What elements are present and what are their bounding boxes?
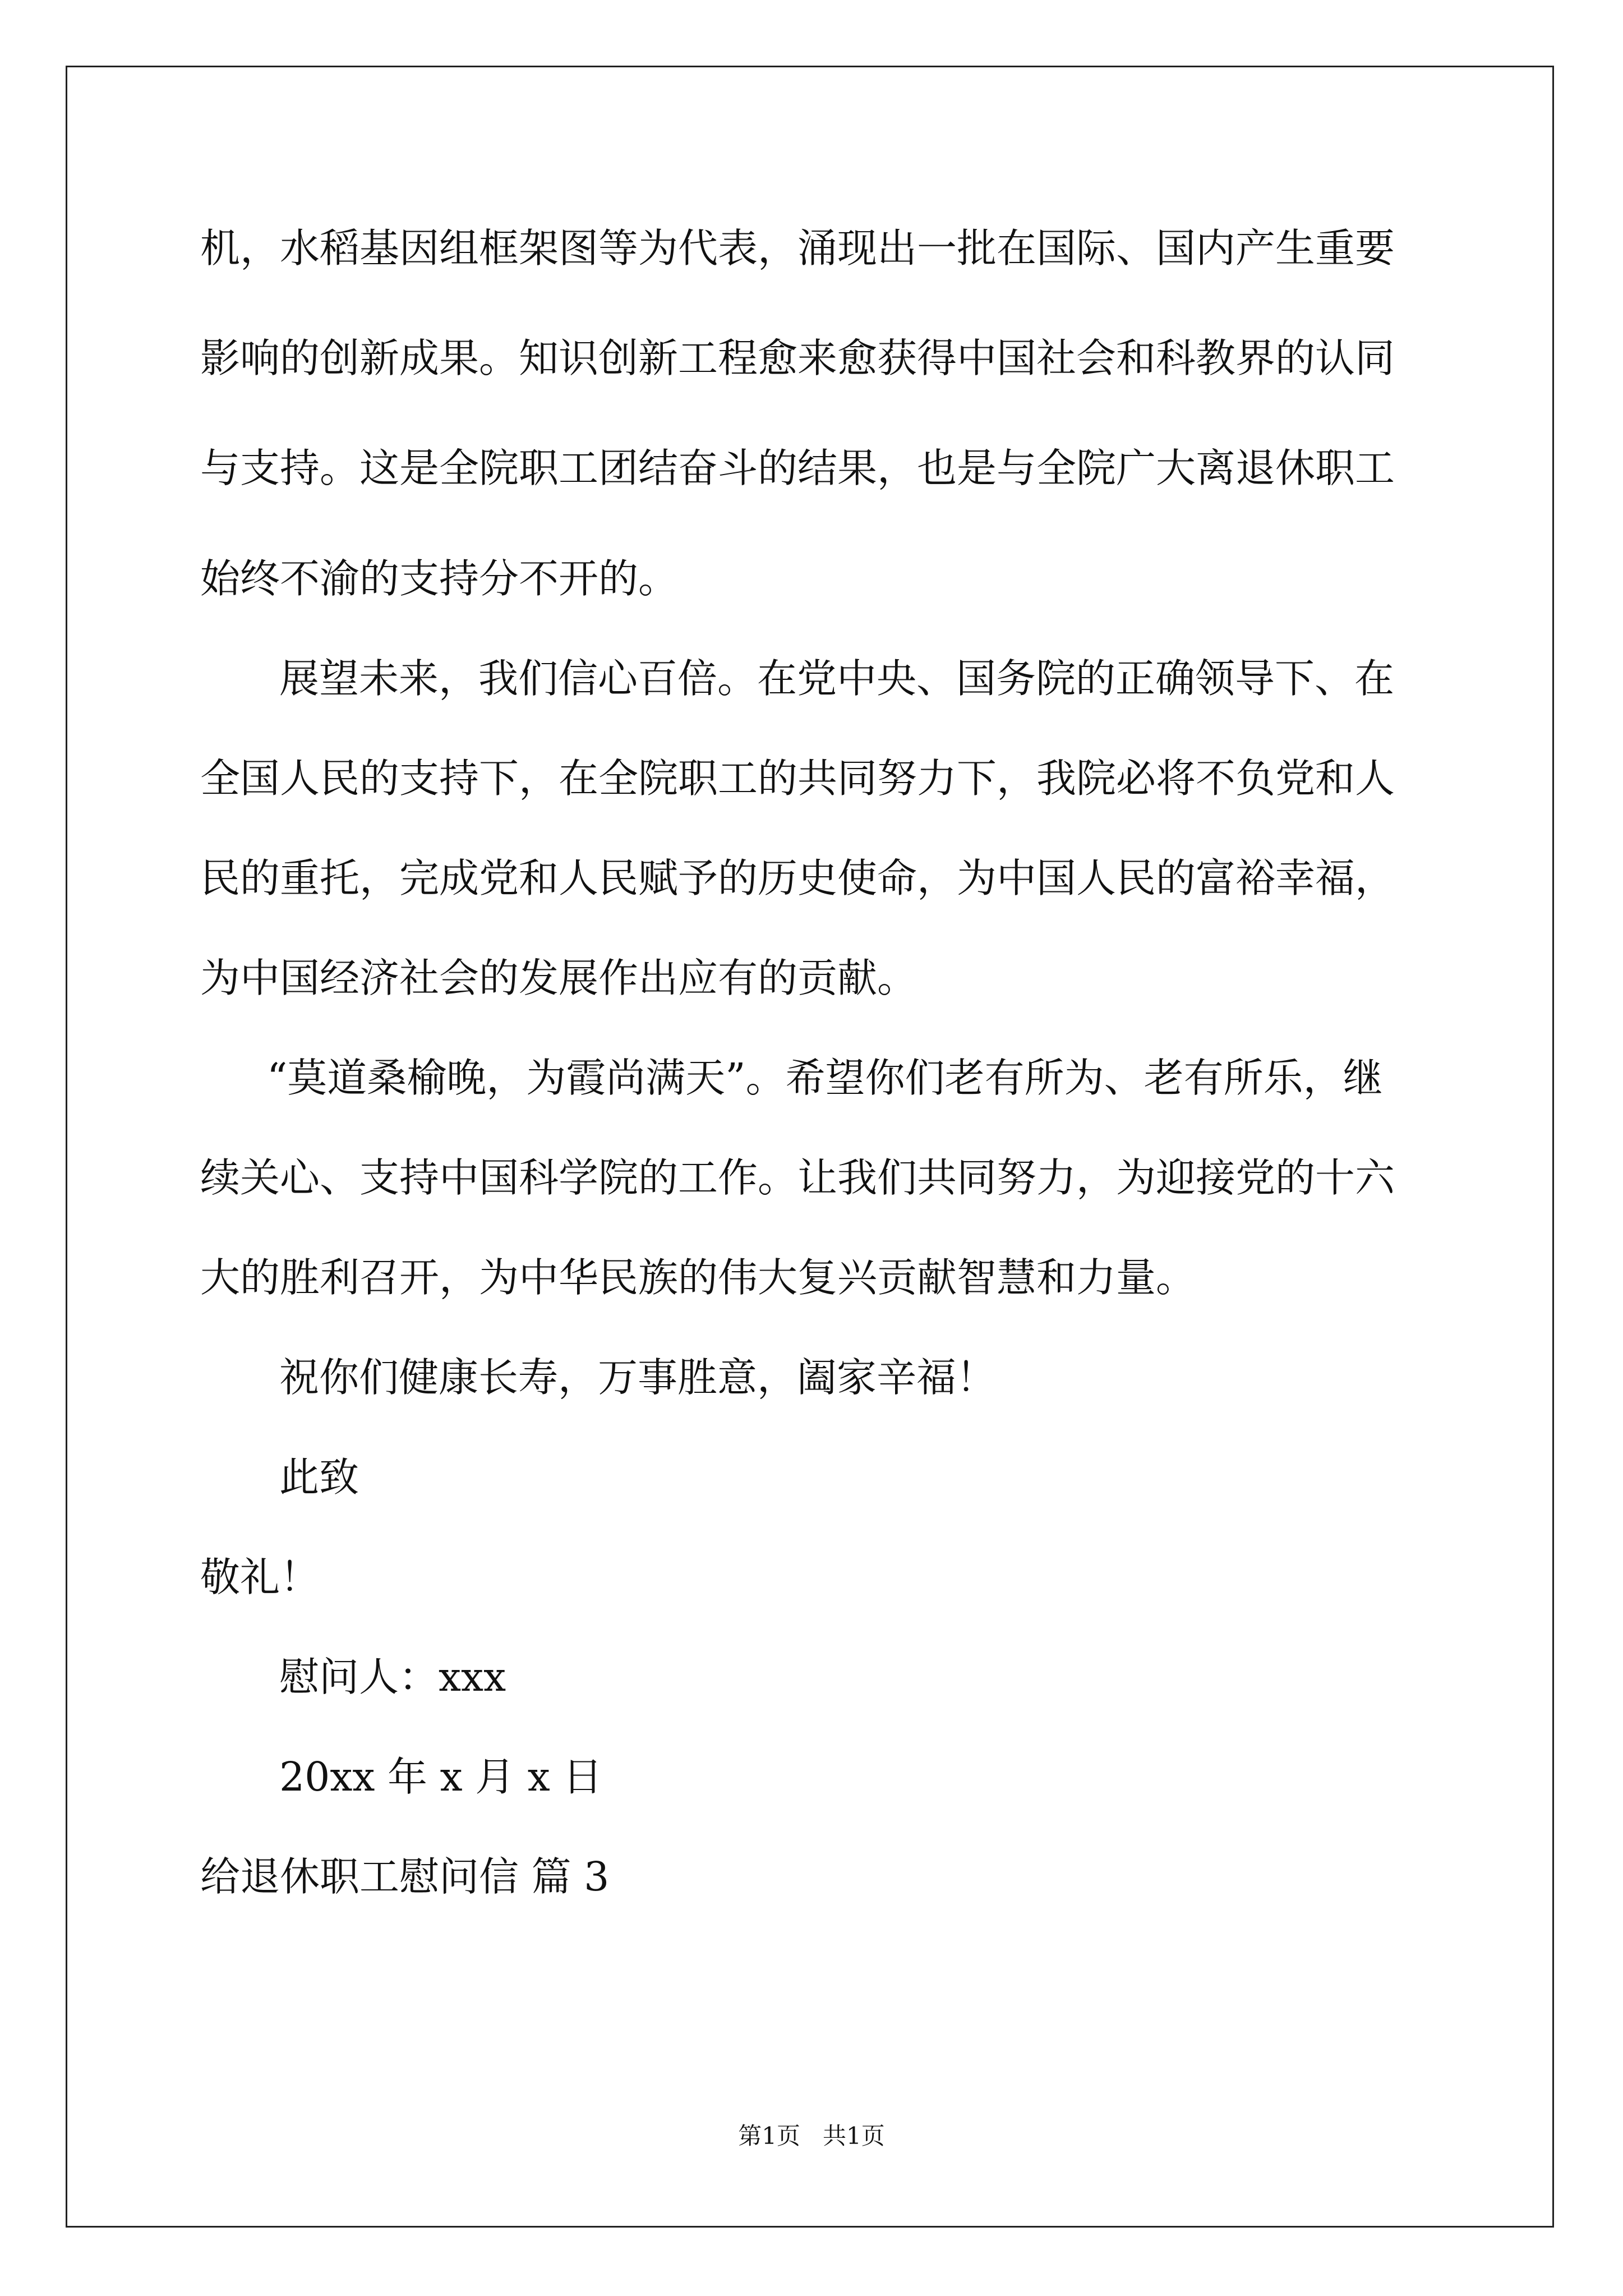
date-line: 20xx 年 x 月 x 日: [279, 1754, 603, 1800]
page-border: [66, 66, 1554, 2228]
body-line: 为中国经济社会的发展作出应有的贡献。: [200, 955, 917, 1001]
body-line: 展望未来，我们信心百倍。在党中央、国务院的正确领导下、在: [279, 655, 1395, 702]
body-line: 影响的创新成果。知识创新工程愈来愈获得中国社会和科教界的认同: [200, 335, 1395, 381]
body-line: 始终不渝的支持分不开的。: [200, 555, 679, 602]
page-footer: 第1页 共1页: [738, 2122, 885, 2150]
body-line: 大的胜利召开，为中华民族的伟大复兴贡献智慧和力量。: [200, 1254, 1196, 1301]
body-line: 此致: [279, 1454, 359, 1501]
body-line: 续关心、支持中国科学院的工作。让我们共同努力，为迎接党的十六: [200, 1154, 1395, 1201]
body-line: 与支持。这是全院职工团结奋斗的结果，也是与全院广大离退休职工: [200, 445, 1395, 491]
body-line: 全国人民的支持下，在全院职工的共同努力下，我院必将不负党和人: [200, 755, 1395, 802]
body-line: 敬礼！: [200, 1554, 320, 1600]
body-line: 机，水稻基因组框架图等为代表，涌现出一批在国际、国内产生重要: [200, 225, 1395, 272]
section-heading: 给退休职工慰问信 篇 3: [200, 1853, 610, 1900]
body-line: 祝你们健康长寿，万事胜意，阖家辛福！: [279, 1354, 997, 1401]
signature-line: 慰问人：xxx: [279, 1654, 506, 1700]
body-line: 民的重托，完成党和人民赋予的历史使命，为中国人民的富裕幸福，: [200, 855, 1395, 901]
body-line: “莫道桑榆晚，为霞尚满天”。希望你们老有所为、老有所乐，继: [267, 1055, 1383, 1101]
